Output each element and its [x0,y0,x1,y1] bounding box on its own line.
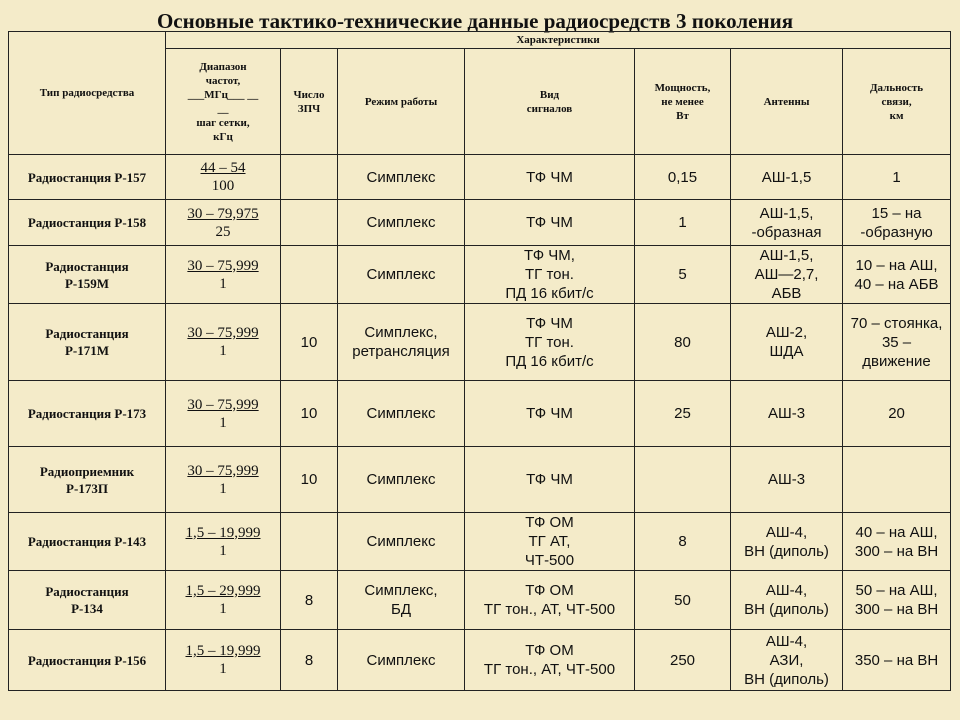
mode-cell-line: ретрансляция [352,343,450,360]
range-cell [843,246,951,304]
zpch-cell: 8 [281,630,338,691]
device-name-line: Р-173П [66,480,108,496]
specs-table [8,31,951,691]
power-cell: 50 [635,571,731,630]
device-name [9,513,166,571]
signal-cell-line: ТГ тон., АТ, ЧТ-500 [483,601,616,618]
header-frequency [166,49,281,155]
mode-cell-line: БД [390,601,411,618]
signal-cell-line: ТФ ЧМ [526,214,573,231]
table-row [9,630,951,691]
power-cell: 5 [635,246,731,304]
signal-cell-line: ТФ ЧМ [526,168,573,186]
device-name-line: Радиостанция Р-157 [27,169,147,185]
zpch-cell [281,155,338,200]
device-name-line: Р-171М [64,343,110,358]
device-name [9,200,166,246]
table-row [9,447,951,513]
antennas-cell [731,155,843,200]
zpch-cell: 10 [281,447,338,513]
antennas-cell-line: АШ-1,5 [761,168,812,186]
header-power-line: Вт [676,109,689,122]
antennas-cell-line: ВН (диполь) [744,601,829,618]
grid-step: 25 [215,223,231,240]
page-title: Основные тактико-технические данные радиосредств 3 поколения [156,9,794,33]
header-frequency-line: шаг сетки, [196,116,250,129]
signal-cell-line: ТГ тон. [525,333,574,351]
header-zpch-line: Число [293,88,325,101]
frequency-range: 30 – 79,975 [187,205,259,222]
antennas-cell-line: АШ-1,5, [759,204,814,222]
frequency-cell [166,381,281,447]
range-cell-line: 350 – на ВН [854,651,939,669]
antennas-cell [731,304,843,381]
signal-cell-line: ТГ тон. [525,266,574,283]
signal-cell-line: ТФ ЧМ [526,471,573,488]
device-name [9,630,166,691]
antennas-cell-line: АШ-2, [765,324,808,341]
header-range-line: км [889,109,904,122]
table-row [9,513,951,571]
header-signal-line: сигналов [526,102,573,115]
device-name-line: Р-159М [64,275,110,291]
power-cell: 250 [635,630,731,691]
zpch-cell: 10 [281,304,338,381]
signal-cell-line: ПД 16 кбит/с [505,285,594,302]
signal-cell [465,304,635,381]
header-frequency-line: ___МГц___ __ [187,88,259,101]
range-cell-line: движение [862,352,931,370]
table-row [9,381,951,447]
grid-step: 1 [219,601,227,617]
frequency-range: 1,5 – 19,999 [185,643,261,659]
mode-cell [338,155,465,200]
table-row [9,246,951,304]
frequency-range: 30 – 75,999 [187,257,259,274]
antennas-cell-line: АШ-1,5, [759,247,814,264]
zpch-cell [281,246,338,304]
grid-step: 1 [219,414,227,431]
mode-cell [338,246,465,304]
range-cell [843,155,951,200]
device-name [9,447,166,513]
device-name-line: Радиостанция Р-158 [27,215,147,230]
device-name-line: Радиостанция Р-143 [27,534,147,549]
grid-step: 1 [219,343,227,359]
device-name-line: Радиостанция Р-156 [27,652,147,668]
range-cell [843,630,951,691]
mode-cell [338,304,465,381]
grid-step: 100 [211,178,235,194]
antennas-cell-line: АШ-3 [767,405,806,422]
signal-cell [465,155,635,200]
frequency-cell [166,304,281,381]
header-frequency-line: частот, [205,74,241,87]
zpch-cell [281,513,338,571]
header-frequency-line: Диапазон [199,60,247,73]
signal-cell [465,447,635,513]
signal-cell-line: ТГ АТ, [528,533,571,550]
signal-cell [465,630,635,691]
device-name-line: Р-134 [71,601,103,616]
header-power-line: Мощность, [654,81,711,94]
signal-cell [465,381,635,447]
range-cell [843,304,951,381]
signal-cell-line: ПД 16 кбит/с [505,352,594,370]
signal-cell-line: ТФ ЧМ [526,405,573,422]
signal-cell-line: ТФ ОМ [525,582,574,599]
antennas-cell [731,447,843,513]
grid-step: 1 [219,275,227,292]
antennas-cell-line: -образная [751,223,822,241]
header-power [635,49,731,155]
mode-cell-line: Симплекс, [364,324,438,341]
antennas-cell [731,246,843,304]
range-cell [843,447,951,513]
frequency-cell [166,513,281,571]
device-name [9,381,166,447]
signal-cell [465,200,635,246]
frequency-cell [166,155,281,200]
range-cell-line: 40 – на АБВ [854,275,939,293]
range-cell-line: 70 – стоянка, [850,314,943,332]
mode-cell-line: Симплекс, [364,582,438,599]
table-row [9,155,951,200]
range-cell [843,200,951,246]
frequency-range: 44 – 54 [200,160,246,176]
header-row-top [9,32,951,49]
antennas-cell-line: ВН (диполь) [744,542,829,560]
mode-cell-line: Симплекс [366,533,436,550]
table-row [9,304,951,381]
antennas-cell-line: АШ-4, [765,523,808,541]
device-name [9,246,166,304]
header-mode: Режим работы [338,49,465,155]
signal-cell-line: ТФ ЧМ, [524,247,575,264]
frequency-cell [166,200,281,246]
header-zpch [281,49,338,155]
header-type: Тип радиосредства [9,32,166,155]
header-characteristics: Характеристики [166,32,951,49]
zpch-cell: 8 [281,571,338,630]
antennas-cell-line: АШ-3 [767,471,806,488]
antennas-cell-line: АШ-4, [765,582,808,599]
header-range-line: Дальность [869,81,924,94]
device-name-line: Радиостанция [45,584,129,599]
range-cell-line: 15 – на [871,204,922,222]
frequency-range: 1,5 – 19,999 [185,524,261,541]
device-name-line: Радиостанция [45,258,129,274]
device-name [9,155,166,200]
frequency-cell [166,447,281,513]
range-cell-line: 300 – на ВН [854,601,939,618]
power-cell: 8 [635,513,731,571]
signal-cell [465,513,635,571]
mode-cell-line: Симплекс [366,651,436,669]
table-row [9,571,951,630]
device-name-line: Радиостанция Р-173 [27,406,147,421]
header-signal-line: Вид [539,88,560,101]
grid-step: 1 [219,542,227,559]
range-cell [843,513,951,571]
antennas-cell-line: АШ—2,7, [754,266,819,283]
signal-cell [465,246,635,304]
range-cell [843,571,951,630]
range-cell-line: 35 – [881,333,912,351]
frequency-range: 30 – 75,999 [187,396,259,413]
antennas-cell-line: АШ-4, [765,632,808,650]
range-cell-line: -образную [860,223,933,241]
antennas-cell-line: АБВ [771,285,802,302]
header-range [843,49,951,155]
power-cell [635,447,731,513]
frequency-cell [166,630,281,691]
antennas-cell [731,513,843,571]
mode-cell-line: Симплекс [366,168,436,186]
antennas-cell [731,630,843,691]
header-frequency-line: __ [217,102,229,115]
grid-step: 1 [219,480,227,497]
device-name-line: Радиостанция [45,326,129,341]
mode-cell [338,513,465,571]
antennas-cell [731,571,843,630]
antennas-cell-line: ВН (диполь) [744,670,829,688]
signal-cell-line: ЧТ-500 [524,552,575,569]
range-cell-line: 10 – на АШ, [855,256,938,274]
range-cell-line: 20 [888,405,905,422]
range-cell-line: 40 – на АШ, [855,523,938,541]
header-range-line: связи, [881,95,912,108]
mode-cell [338,571,465,630]
device-name [9,571,166,630]
grid-step: 1 [219,661,227,677]
header-signal [465,49,635,155]
header-zpch-line: ЗПЧ [297,102,321,115]
frequency-range: 1,5 – 29,999 [185,583,261,599]
frequency-range: 30 – 75,999 [187,462,259,479]
mode-cell [338,200,465,246]
header-power-line: не менее [661,95,704,108]
signal-cell [465,571,635,630]
range-cell-line: 300 – на ВН [854,542,939,560]
antennas-cell [731,200,843,246]
mode-cell-line: Симплекс [366,266,436,283]
mode-cell-line: Симплекс [366,471,436,488]
table-body [9,155,951,691]
power-cell: 25 [635,381,731,447]
range-cell-line: 1 [892,168,901,186]
signal-cell-line: ТФ ЧМ [526,314,573,332]
antennas-cell-line: ШДА [769,343,804,360]
zpch-cell: 10 [281,381,338,447]
signal-cell-line: ТФ ОМ [525,642,574,659]
range-cell [843,381,951,447]
signal-cell-line: ТФ ОМ [525,514,574,531]
power-cell: 0,15 [635,155,731,200]
header-antennas: Антенны [731,49,843,155]
antennas-cell [731,381,843,447]
zpch-cell [281,200,338,246]
mode-cell [338,447,465,513]
antennas-cell-line: АЗИ, [769,651,804,669]
frequency-cell [166,571,281,630]
frequency-range: 30 – 75,999 [187,325,259,341]
frequency-cell [166,246,281,304]
mode-cell-line: Симплекс [366,214,436,231]
mode-cell [338,381,465,447]
signal-cell-line: ТГ тон., АТ, ЧТ-500 [483,661,616,678]
header-frequency-line: кГц [213,130,233,143]
mode-cell [338,630,465,691]
mode-cell-line: Симплекс [366,405,436,422]
power-cell: 80 [635,304,731,381]
range-cell-line: 50 – на АШ, [855,582,938,599]
table-row [9,200,951,246]
power-cell: 1 [635,200,731,246]
device-name-line: Радиоприемник [39,463,135,479]
device-name [9,304,166,381]
